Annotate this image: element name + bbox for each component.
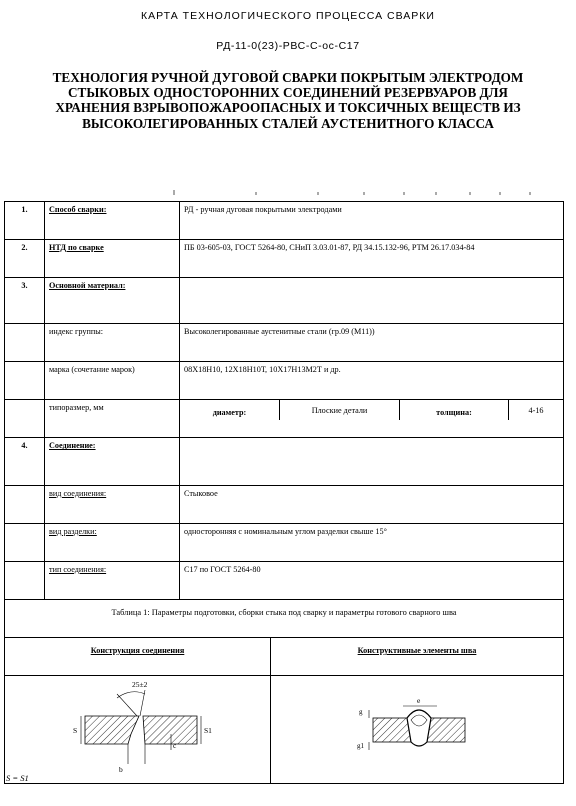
row-value <box>180 438 564 486</box>
row-number-empty <box>5 486 45 524</box>
row-number: 1. <box>5 202 45 240</box>
joint-design-header: Конструкция соединения <box>5 638 271 676</box>
row-joint-type <box>5 486 564 524</box>
weld-elements-header: Конструктивные элементы шва <box>271 638 564 676</box>
row-label: типоразмер, мм <box>45 400 180 438</box>
joint-design-drawing <box>5 676 269 782</box>
row-label: Основной материал: <box>45 278 180 324</box>
flat-parts-label: Плоские детали <box>280 400 400 420</box>
row-group-index <box>5 324 564 362</box>
row-value <box>180 278 564 324</box>
row-number-empty <box>5 524 45 562</box>
row-number-empty <box>5 362 45 400</box>
row-value: Высоколегированные аустенитные стали (гр.09 (М11)) <box>180 324 564 362</box>
thickness-label: толщина: <box>400 400 509 420</box>
left-plate <box>85 716 139 744</box>
row-ntd <box>5 240 564 278</box>
row-grade <box>5 362 564 400</box>
row-value: С17 по ГОСТ 5264-80 <box>180 562 564 600</box>
b-label: b <box>119 765 123 774</box>
size-subcells <box>180 400 564 438</box>
row-number-empty <box>5 400 45 438</box>
row-label: Соединение: <box>45 438 180 486</box>
row-joint <box>5 438 564 486</box>
row-value: 08Х18Н10, 12Х18Н10Т, 10Х17Н13М2Т и др. <box>180 362 564 400</box>
table1-header-row <box>5 638 564 676</box>
angle-label: 25±2 <box>132 680 148 689</box>
s1-label: S1 <box>204 726 212 735</box>
row-label: марка (сочетание марок) <box>45 362 180 400</box>
row-number: 2. <box>5 240 45 278</box>
right-plate <box>143 716 197 744</box>
row-welding-method <box>5 202 564 240</box>
row-value: РД - ручная дуговая покрытыми электродами <box>180 202 564 240</box>
row-size <box>5 400 564 438</box>
c-label: c <box>173 741 177 750</box>
diameter-label: диаметр: <box>212 408 247 417</box>
row-connection-type <box>5 562 564 600</box>
row-label: Способ сварки: <box>45 202 180 240</box>
row-label: индекс группы: <box>45 324 180 362</box>
weld-bead <box>407 710 431 746</box>
row-base-material <box>5 278 564 324</box>
row-value: ПБ 03-605-03, ГОСТ 5264-80, СНиП 3.03.01-87, РД 34.15.132-96, РТМ 26.17.034-84 <box>180 240 564 278</box>
e-label: e <box>417 696 421 705</box>
row-value: односторонняя с номинальным углом разделки свыше 15° <box>180 524 564 562</box>
row-number-empty <box>5 324 45 362</box>
table1-caption: Таблица 1: Параметры подготовки, сборки стыка под сварку и параметры готового сварного шва <box>5 600 564 638</box>
thickness-formula: S = S1 <box>6 773 29 783</box>
row-number: 3. <box>5 278 45 324</box>
main-title: ТЕХНОЛОГИЯ РУЧНОЙ ДУГОВОЙ СВАРКИ ПОКРЫТЫМ ЭЛЕКТРОДОМ СТЫКОВЫХ ОДНОСТОРОННИХ СОЕДИНЕНИЙ РЕЗЕРВУАРОВ ДЛЯ ХРАНЕНИЯ ВЗРЫВОПОЖАРООПАСНЫХ И ТОКСИЧНЫХ ВЕЩЕСТВ ИЗ ВЫСОКОЛЕГИРОВАННЫХ СТАЛЕЙ АУСТЕНИТНОГО КЛАССА <box>52 70 524 131</box>
process-card-table <box>4 201 564 784</box>
g-label: g <box>359 708 363 716</box>
row-groove-type <box>5 524 564 562</box>
scan-tick-marks <box>0 190 576 196</box>
row-label: тип соединения: <box>45 562 180 600</box>
card-title: КАРТА ТЕХНОЛОГИЧЕСКОГО ПРОЦЕССА СВАРКИ <box>141 10 435 22</box>
row-label: вид разделки: <box>45 524 180 562</box>
row-value: Стыковое <box>180 486 564 524</box>
row-label: вид соединения: <box>45 486 180 524</box>
s-label: S <box>73 726 78 735</box>
g1-label: g1 <box>357 742 364 750</box>
row-number: 4. <box>5 438 45 486</box>
row-number-empty <box>5 562 45 600</box>
figures-row <box>5 676 564 784</box>
thickness-value: 4-16 <box>509 400 564 420</box>
row-label: НТД по сварке <box>45 240 180 278</box>
weld-elements-figure-cell <box>271 676 564 784</box>
weld-elements-drawing <box>271 676 563 782</box>
table1-caption-row <box>5 600 564 638</box>
doc-code: РД-11-0(23)-РВС-С-ос-С17 <box>216 40 360 52</box>
joint-design-figure-cell <box>5 676 271 784</box>
